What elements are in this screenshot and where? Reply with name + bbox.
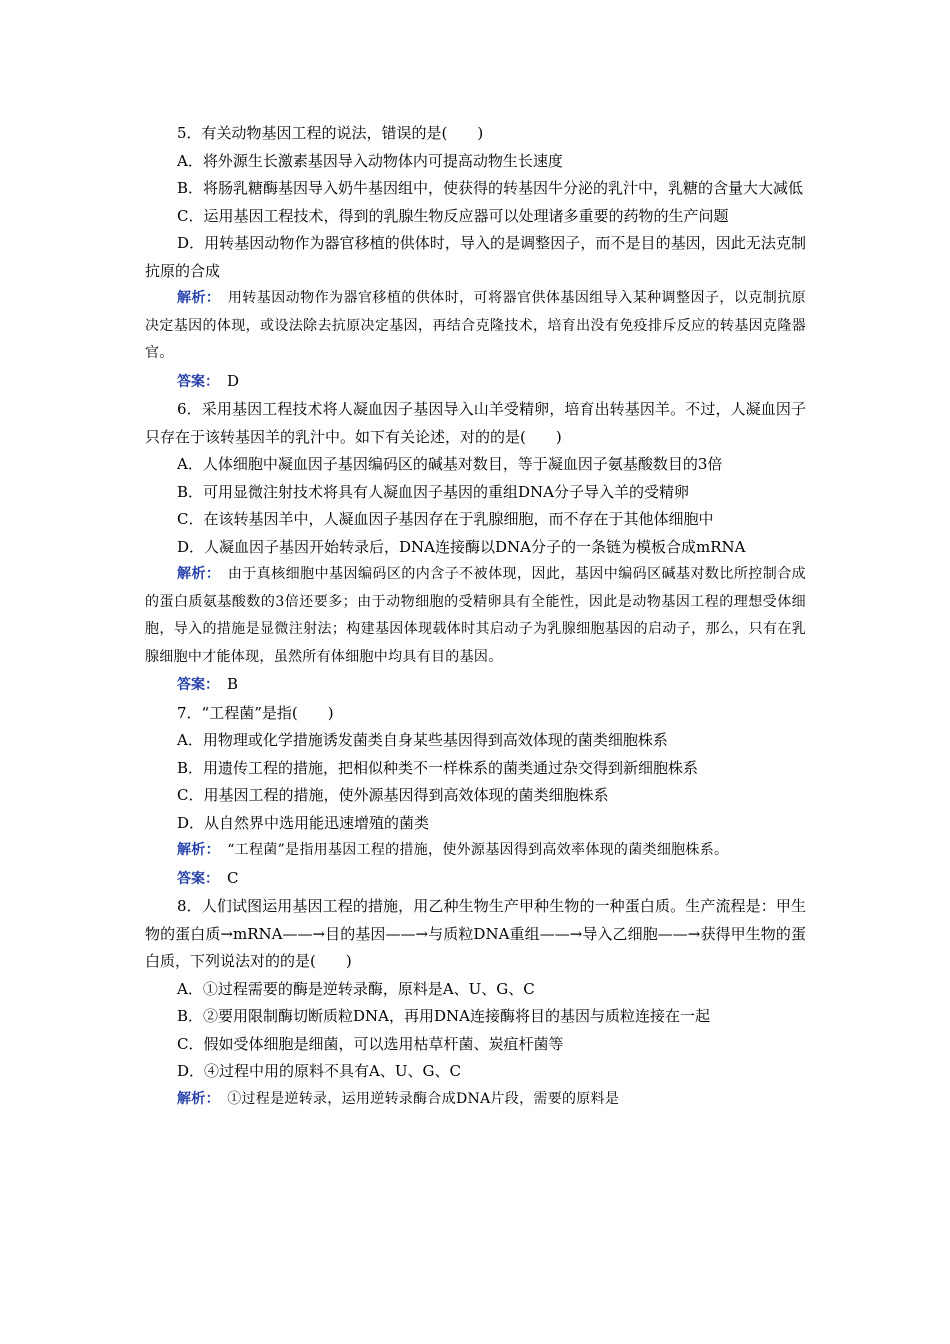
analysis-text: 用转基因动物作为器官移植的供体时，可将器官供体基因组导入某种调整因子，以克制抗原决定基因的体现，或设法除去抗原决定基因，再结合克隆技术，培育出没有免疫排斥反应的转基因克隆器官。 xyxy=(145,290,806,361)
question-stem: 8．人们试图运用基因工程的措施，用乙种生物生产甲种生物的一种蛋白质。生产流程是：甲生物的蛋白质→mRNA——→目的基因——→与质粒DNA重组——→导入乙细胞——→获得甲生物的蛋白质，下列说法对的的是( ) xyxy=(145,897,806,970)
analysis-paragraph xyxy=(145,837,806,865)
option-d: D．从自然界中选用能迅速增殖的菌类 xyxy=(177,813,430,832)
answer-paragraph xyxy=(145,368,806,397)
option-c: C．运用基因工程技术，得到的乳腺生物反应器可以处理诸多重要的药物的生产问题 xyxy=(177,206,729,225)
option-c: C．在该转基因羊中，人凝血因子基因存在于乳腺细胞，而不存在于其他体细胞中 xyxy=(177,510,714,528)
option-a: A．用物理或化学措施诱发菌类自身某些基因得到高效体现的菌类细胞株系 xyxy=(177,731,668,749)
option-a: A．①过程需要的酶是逆转录酶，原料是A、U、G、C xyxy=(177,979,535,998)
option-b: B．可用显微注射技术将具有人凝血因子基因的重组DNA分子导入羊的受精卵 xyxy=(177,482,690,501)
answer-value: B xyxy=(227,675,239,693)
option-a: A．人体细胞中凝血因子基因编码区的碱基对数目，等于凝血因子氨基酸数目的3倍 xyxy=(177,455,723,473)
answer-paragraph xyxy=(145,671,806,700)
analysis-label: 解析： xyxy=(177,290,214,306)
option-d: D．用转基因动物作为器官移植的供体时，导入的是调整因子，而不是目的基因，因此无法克制抗原的合成 xyxy=(145,234,806,280)
option-d: D．人凝血因子基因开始转录后，DNA连接酶以DNA分子的一条链为模板合成mRNA xyxy=(177,537,746,556)
answer-label: 答案： xyxy=(177,677,212,693)
analysis-label: 解析： xyxy=(177,1090,213,1107)
question-6 xyxy=(145,396,806,700)
analysis-paragraph xyxy=(145,1086,806,1114)
answer-value: C xyxy=(227,868,239,887)
question-7 xyxy=(145,700,806,894)
analysis-text: 由于真核细胞中基因编码区的内含子不被体现，因此，基因中编码区碱基对数比所控制合成的蛋白质氨基酸数的3倍还要多；由于动物细胞的受精卵具有全能性，因此是动物基因工程的理想受体细胞，导入的措施是显微注射法；构建基因体现载体时其启动子为乳腺细胞基因的启动子，那么，只有在乳腺细胞中才能体现，虽然所有体细胞中均具有目的基因。 xyxy=(145,566,806,665)
option-b: B．用遗传工程的措施，把相似种类不一样株系的菌类通过杂交得到新细胞株系 xyxy=(177,758,699,777)
option-a: A．将外源生长激素基因导入动物体内可提高动物生长速度 xyxy=(177,151,563,170)
answer-label: 答案： xyxy=(177,870,212,887)
answer-paragraph xyxy=(145,865,806,894)
answer-value: D xyxy=(227,371,240,390)
question-5 xyxy=(145,120,806,396)
option-b: B．②要用限制酶切断质粒DNA，再用DNA连接酶将目的基因与质粒连接在一起 xyxy=(177,1007,710,1025)
answer-label: 答案： xyxy=(177,373,212,390)
option-d: D．④过程中用的原料不具有A、U、G、C xyxy=(177,1062,461,1080)
analysis-label: 解析： xyxy=(177,566,214,582)
option-c: C．假如受体细胞是细菌，可以选用枯草杆菌、炭疽杆菌等 xyxy=(177,1034,564,1053)
analysis-text: “工程菌”是指用基因工程的措施，使外源基因得到高效率体现的菌类细胞株系。 xyxy=(212,842,729,858)
option-c: C．用基因工程的措施，使外源基因得到高效体现的菌类细胞株系 xyxy=(177,786,609,804)
question-stem: 5．有关动物基因工程的说法，错误的是( ) xyxy=(177,124,484,142)
question-stem: 6．采用基因工程技术将人凝血因子基因导入山羊受精卵，培育出转基因羊。不过，人凝血因子只存在于该转基因羊的乳汁中。如下有关论述，对的的是( ) xyxy=(145,400,806,446)
analysis-text: ①过程是逆转录，运用逆转录酶合成DNA片段，需要的原料是 xyxy=(212,1090,620,1107)
analysis-label: 解析： xyxy=(177,842,213,858)
question-stem: 7．“工程菌”是指( ) xyxy=(177,703,334,722)
question-8 xyxy=(145,893,806,1113)
analysis-paragraph xyxy=(145,285,806,368)
analysis-paragraph xyxy=(145,561,806,671)
option-b: B．将肠乳糖酶基因导入奶牛基因组中，使获得的转基因牛分泌的乳汁中，乳糖的含量大大减低 xyxy=(177,179,804,197)
